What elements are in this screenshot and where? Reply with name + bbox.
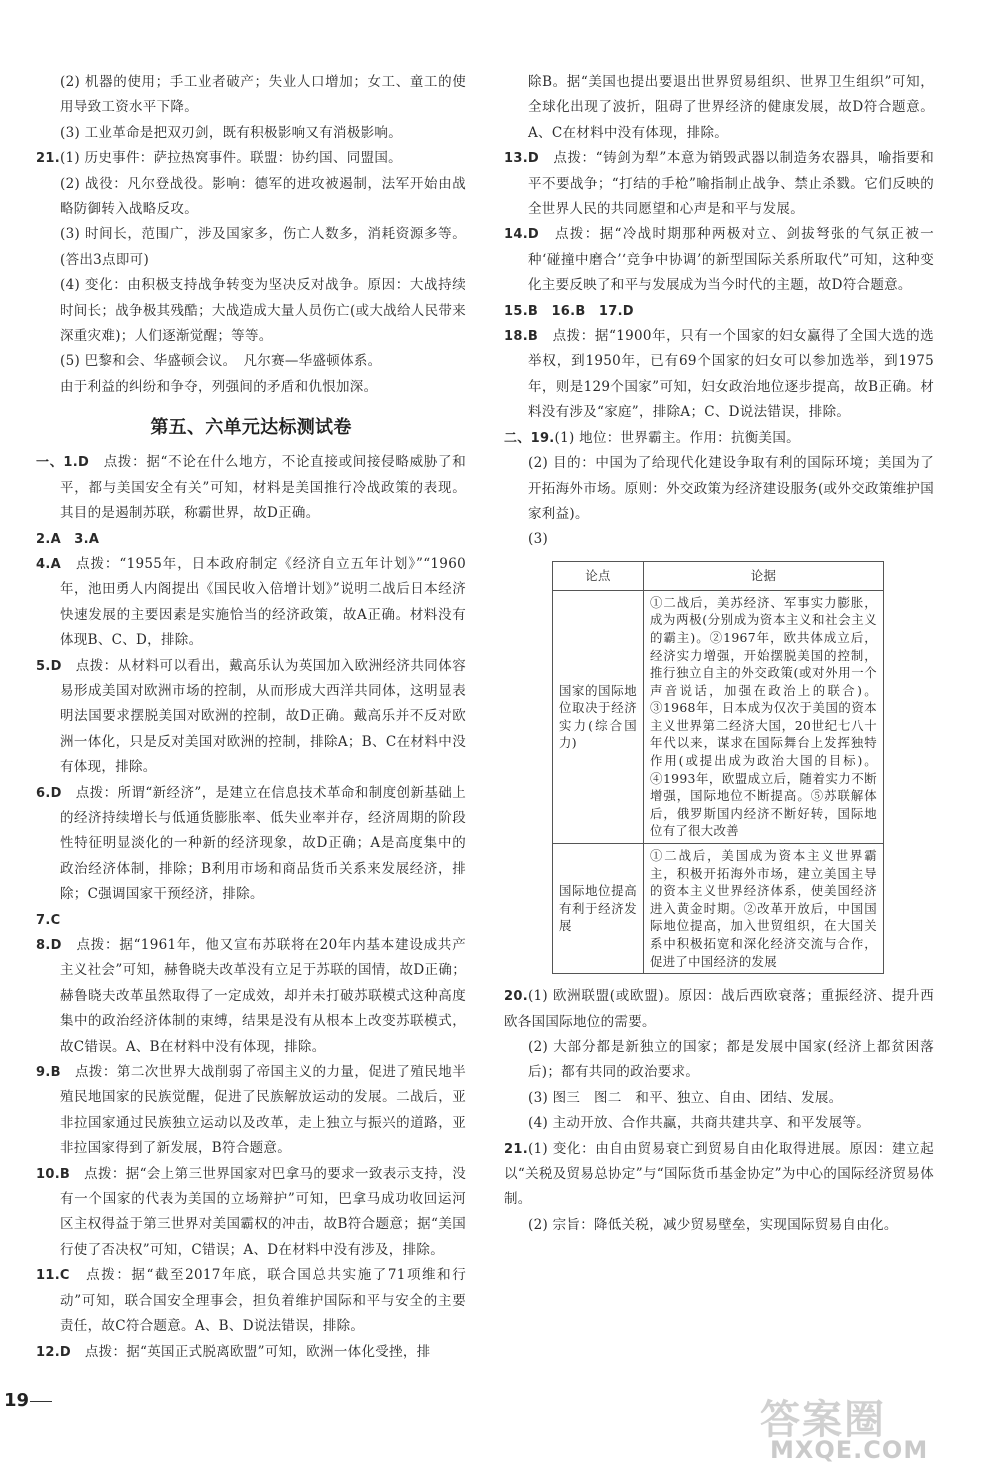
left-column <box>36 70 466 1365</box>
answer-item: 一、1.D 点拨：据“不论在什么地方，不论直接或间接侵略威胁了和平，都与美国安全有关”可知，材料是美国推行冷战政策的表现。其目的是遏制苏联，称霸世界，故D正确。 <box>36 454 466 522</box>
answer-line: 除B。据“美国也提出要退出世界贸易组织、世界卫生组织”可知，全球化出现了波折，阻碍了世界经济的健康发展，故D符合题意。A、C在材料中没有体现，排除。 <box>528 74 934 141</box>
answer-item: 8.D 点拨：据“1961年，他又宣布苏联将在20年内基本建设成共产主义社会”可知，赫鲁晓夫改革没有立足于苏联的国情，故D正确；赫鲁晓夫改革虽然取得了一定成效，却并未打破苏联模式这种高度集中的政治经济体制的束缚，结果是没有从根本上改变苏联模式，故C错误。A、B在材料中没有体现，排除。 <box>36 937 467 1055</box>
section-title: 第五、六单元达标测试卷 <box>150 417 352 439</box>
answer-line: (4) 主动开放、合作共赢，共商共建共享、和平发展等。 <box>528 1115 871 1132</box>
page-number: 19 <box>4 1390 30 1411</box>
answer-item: 13.D 点拨：“铸剑为犁”本意为销毁武器以制造务农器具，喻指要和平不要战争；“打结的手枪”喻指制止战争、禁止杀戮。它们反映的全世界人民的共同愿望和心声是和平与发展。 <box>504 150 934 218</box>
question-20-part1: 20.(1) 欧洲联盟(或欧盟)。原因：战后西欧衰落；重振经济、提升西欧各国国际地位的需要。 <box>504 988 934 1030</box>
answer-item: 6.D 点拨：所谓“新经济”，是建立在信息技术革命和制度创新基础上的经济持续增长与低通货膨胀率、低失业率并存，经济周期的阶段性特征明显淡化的一种新的经济现象，故D正确；A是高度集中的政治经济体制，排除；B利用市场和商品货币关系来发展经济，排除；C强调国家干预经济，排除。 <box>36 784 466 903</box>
watermark-logo: 答案圈 <box>760 1397 886 1443</box>
answer-line: (2) 大部分都是新独立的国家；都是发展中国家(经济上都贫困落后)；都有共同的政治要求。 <box>528 1039 934 1081</box>
answer-line: (2) 宗旨：降低关税，减少贸易壁垒，实现国际贸易自由化。 <box>528 1216 898 1233</box>
answer-item: 12.D 点拨：据“英国正式脱离欧盟”可知，欧洲一体化受挫，排 <box>36 1343 431 1360</box>
answer-item: 5.D 点拨：从材料可以看出，戴高乐认为英国加入欧洲经济共同体容易形成美国对欧洲市场的控制，从而形成大西洋共同体，这明显表明法国要求摆脱美国对欧洲的控制，故D正确。戴高乐并不反对欧洲一体化，只是反对美国对欧洲的控制，排除A；B、C在材料中没有体现，排除。 <box>36 657 466 776</box>
table-cell-evidence: ①二战后，美国成为资本主义世界霸主，积极开拓海外市场，建立美国主导的资本主义世界经济体系，使美国经济进入黄金时期。②改革开放后，中国国际地位提高，加入世贸组织，在大国关系中积极拓宽和深化经济交流与合作，促进了中国经济的发展 <box>644 844 884 974</box>
answer-item: 14.D 点拨：据“冷战时期那种两极对立、剑拔弩张的气氛正被一种‘碰撞中磨合’‘竞争中协调’的新型国际关系所取代”可知，这种变化主要反映了和平与发展成为当今时代的主题，故D符合题意。 <box>504 226 934 294</box>
answer-line: (2) 战役：凡尔登战役。影响：德军的进攻被遏制，法军开始由战略防御转入战略反攻。 <box>60 175 466 218</box>
column-header: 论据 <box>644 561 884 590</box>
answer-item: 7.C <box>36 912 61 928</box>
table-cell-point: 国家的国际地位取决于经济实力(综合国力) <box>553 590 644 843</box>
column-header: 论点 <box>553 561 644 590</box>
answer-line: (5) 巴黎和会、华盛顿会议。 凡尔赛—华盛顿体系。 <box>60 353 382 370</box>
right-column <box>504 70 934 1238</box>
answer-line: (3) <box>528 531 549 548</box>
question-21-part1: 21.(1) 历史事件：萨拉热窝事件。联盟：协约国、同盟国。 <box>36 150 402 167</box>
answer-list <box>36 450 466 1365</box>
answer-line: (3) 图三 图二 和平、独立、自由、团结、发展。 <box>528 1089 843 1106</box>
answer-item: 11.C 点拨：据“截至2017年底，联合国总共实施了71项维和行动”可知，联合国安全理事会，担负着维护国际和平与安全的主要责任，故C符合题意。A、B、D说法错误，排除。 <box>36 1267 466 1335</box>
table-row <box>553 844 884 974</box>
answer-line: (3) 工业革命是把双刃剑，既有积极影响又有消极影响。 <box>60 124 403 141</box>
table-row <box>553 590 884 843</box>
answer-item: 15.B 16.B 17.D <box>504 303 634 319</box>
table-cell-evidence: ①二战后，美苏经济、军事实力膨胀，成为两极(分别成为资本主义和社会主义的霸主)。②1967年，欧共体成立后，经济实力增强，开始摆脱美国的控制，推行独立自主的外交政策(或对外用一个声音说话，加强在政治上的联合)。③1968年，日本成为仅次于美国的资本主义世界第二经济大国，20世纪七八十年代以来，谋求在国际舞台上发挥独特作用(或提出成为政治大国的目标)。④1993年，欧盟成立后，随着实力不断增强，国际地位不断提高。⑤苏联解体后，俄罗斯国内经济不断好转，国际地位有了很大改善 <box>644 590 884 843</box>
question-19-part1: 二、19.(1) 地位：世界霸主。作用：抗衡美国。 <box>504 429 800 446</box>
answer-item: 4.A 点拨：“1955年，日本政府制定《经济自立五年计划》”“1960年，池田勇人内阁提出《国民收入倍增计划》”说明二战后日本经济快速发展的主要因素是实施恰当的经济政策，故A正确。材料没有体现B、C、D，排除。 <box>36 555 466 649</box>
answer-line: (2) 机器的使用；手工业者破产；失业人口增加；女工、童工的使用导致工资水平下降。 <box>60 74 466 116</box>
argument-table <box>552 561 884 974</box>
answer-item: 18.B 点拨：据“1900年，只有一个国家的妇女赢得了全国大选的选举权，到1950年，已有69个国家的妇女可以参加选举，到1975年，则是129个国家”可知，妇女政治地位逐步提高，故B正确。材料没有涉及“家庭”，排除A；C、D说法错误，排除。 <box>504 328 934 421</box>
answer-line: (4) 变化：由积极支持战争转变为坚决反对战争。原因：大战持续时间长；战争极其残酷；大战造成大量人员伤亡(或大战给人民带来深重灾难)；人们逐渐觉醒；等等。 <box>60 277 466 345</box>
table-cell-point: 国际地位提高有利于经济发展 <box>553 844 644 974</box>
answer-line: 由于利益的纠纷和争夺，列强间的矛盾和仇恨加深。 <box>60 378 378 395</box>
page-number-dash <box>30 1401 52 1402</box>
answer-line: (2) 目的：中国为了给现代化建设争取有利的国际环境；美国为了开拓海外市场。原则：外交政策为经济建设服务(或外交政策维护国家利益)。 <box>528 455 934 522</box>
watermark-url: MXQE.COM <box>770 1436 929 1464</box>
answer-item: 9.B 点拨：第二次世界大战削弱了帝国主义的力量，促进了殖民地半殖民地国家的民族觉醒，促进了民族解放运动的发展。二战后，亚非拉国家通过民族独立运动以及改革，走上独立与振兴的道路，亚非拉国家得到了新发展，B符合题意。 <box>36 1064 466 1157</box>
answer-item: 10.B 点拨：据“会上第三世界国家对巴拿马的要求一致表示支持，没有一个国家的代表为美国的立场辩护”可知，巴拿马成功收回运河区主权得益于第三世界对美国霸权的冲击，故B符合题意；据“美国行使了否决权”可知，C错误；A、D在材料中没有涉及，排除。 <box>36 1165 466 1258</box>
answer-line: (3) 时间长，范围广，涉及国家多，伤亡人数多，消耗资源多等。(答出3点即可) <box>60 226 466 268</box>
answer-item: 2.A 3.A <box>36 531 100 547</box>
table-header-row <box>553 561 884 590</box>
question-21-part1: 21.(1) 变化：由自由贸易衰亡到贸易自由化取得进展。原因：建立起以“关税及贸易总协定”与“国际货币基金协定”为中心的国际经济贸易体制。 <box>504 1140 934 1208</box>
